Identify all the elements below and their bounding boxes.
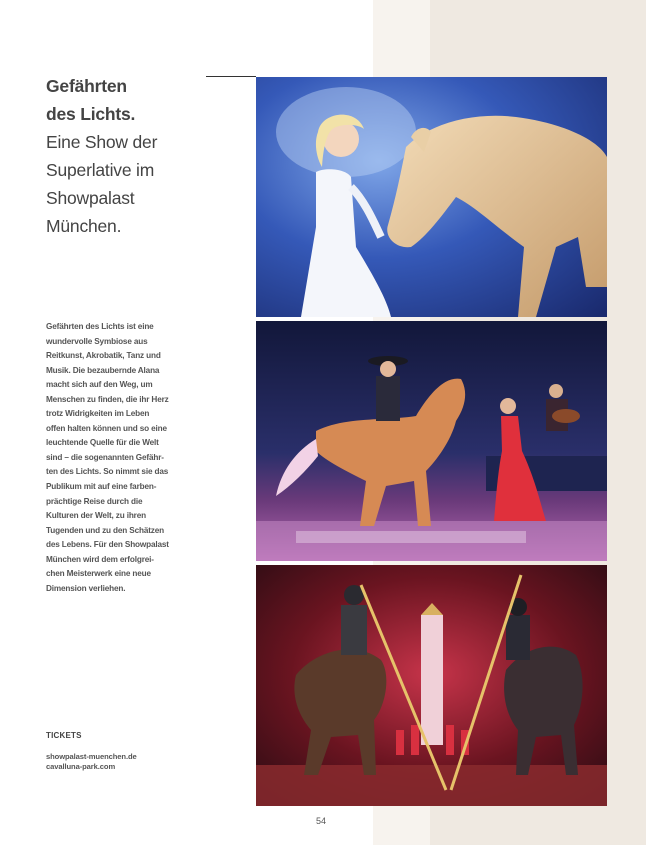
body-line: Gefährten des Lichts ist eine (46, 322, 154, 331)
body-line: Kulturen der Welt, zu ihren (46, 511, 146, 521)
body-line: Musik. Die bezaubernde Alana (46, 365, 160, 375)
headline-line: Eine Show der (46, 132, 158, 152)
article-body (46, 320, 186, 596)
photo-warriors-on-horseback (256, 565, 607, 806)
body-line: Menschen zu finden, die ihr Herz (46, 394, 169, 404)
headline-line: des Lichts. (46, 104, 136, 124)
headline-line: München. (46, 216, 122, 236)
body-line: Tugenden und zu den Schätzen (46, 525, 165, 535)
tickets-label: TICKETS (46, 731, 82, 740)
body-line: Reitkunst, Akrobatik, Tanz und (46, 351, 161, 361)
body-line: sind – die sogenannten Gefähr- (46, 452, 164, 462)
body-line: wundervolle Symbiose aus (46, 336, 148, 346)
photo-woman-with-horse (256, 77, 607, 317)
body-line: des Lebens. Für den Showpalast (46, 540, 169, 550)
headline-line: Gefährten (46, 76, 127, 96)
body-line: Publikum mit auf eine farben- (46, 482, 157, 492)
headline-line: Superlative im (46, 160, 155, 180)
body-line: offen halten können und so eine (46, 423, 167, 433)
body-line: chen Meisterwerk eine neue (46, 569, 151, 579)
headline-line: Showpalast (46, 188, 135, 208)
body-line: prächtige Reise durch die (46, 496, 143, 506)
body-line: ten des Lichts. So nimmt sie das (46, 467, 169, 477)
divider-rule (206, 76, 256, 77)
ticket-link-showpalast[interactable]: showpalast-muenchen.de (46, 752, 137, 761)
page-number: 54 (316, 816, 327, 826)
body-line: leuchtende Quelle für die Welt (46, 438, 159, 448)
headline (46, 72, 216, 240)
body-line: München wird dem erfolgrei- (46, 554, 154, 564)
body-line: macht sich auf den Weg, um (46, 380, 153, 390)
photo-rider-and-flamenco-dancer (256, 321, 607, 561)
body-line: Dimension verliehen. (46, 583, 126, 593)
body-line: trotz Widrigkeiten im Leben (46, 409, 150, 419)
ticket-link-cavalluna[interactable]: cavalluna-park.com (46, 762, 116, 771)
